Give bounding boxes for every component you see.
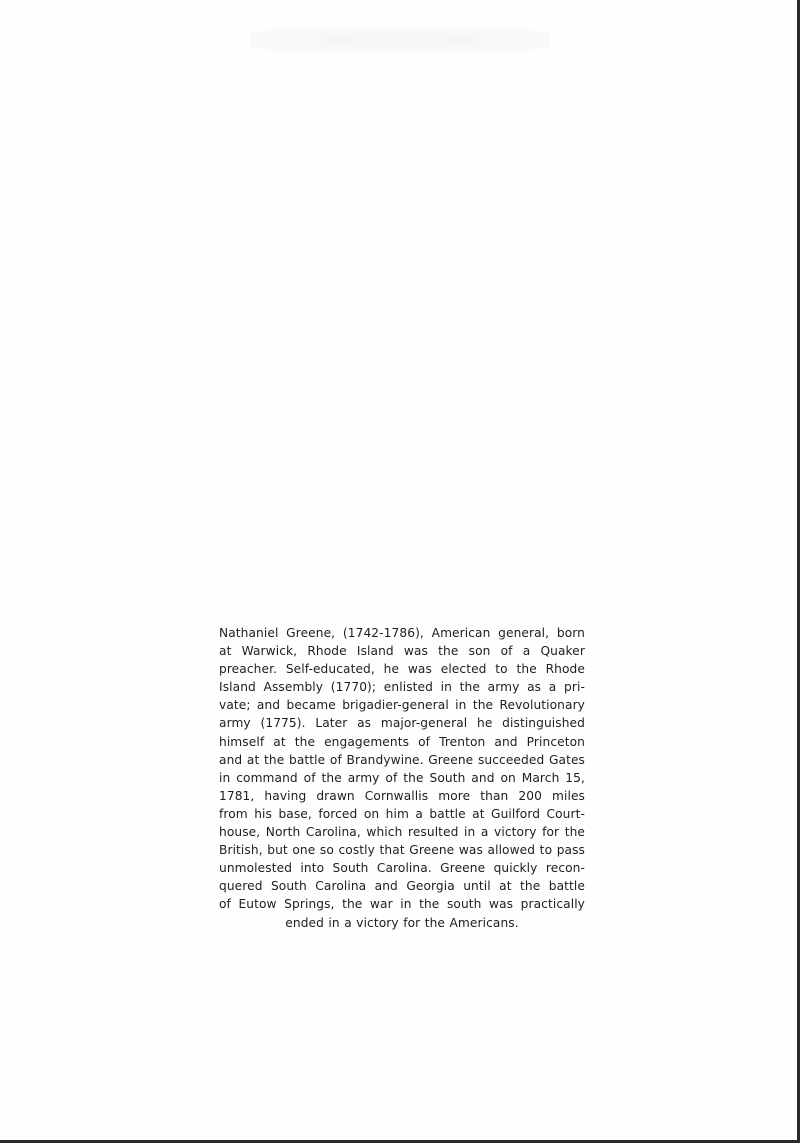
biography-line: British, but one so costly that Greene was allowed to pass: [219, 843, 585, 858]
biography-line: Nathaniel Greene, (1742-1786), American general, born: [219, 626, 585, 640]
biography-line: unmolested into South Carolina. Greene quickly recon-: [219, 861, 585, 876]
biography-line: 1781, having drawn Cornwallis more than 200 miles: [219, 788, 585, 803]
biography-line: himself at the engagements of Trenton and Princeton: [219, 734, 585, 749]
biography-line: of Eutow Springs, the war in the south was practically: [219, 897, 585, 912]
biography-line: vate; and became brigadier-general in the Revolutionary: [219, 698, 585, 713]
biography-line-final: ended in a victory for the Americans.: [285, 915, 519, 930]
biography-line: in command of the army of the South and on March 15,: [219, 770, 585, 785]
biography-line: army (1775). Later as major-general he distinguished: [219, 716, 585, 731]
biography-paragraph: [219, 624, 585, 932]
biography-line: Island Assembly (1770); enlisted in the army as a pri-: [219, 680, 585, 695]
biography-line: preacher. Self-educated, he was elected to the Rhode: [219, 662, 585, 677]
paper-show-through: [250, 20, 550, 60]
biography-line: from his base, forced on him a battle at Guilford Court-: [219, 806, 585, 821]
biography-line: at Warwick, Rhode Island was the son of a Quaker: [219, 644, 585, 659]
biography-line: house, North Carolina, which resulted in a victory for the: [219, 825, 585, 840]
biography-line: quered South Carolina and Georgia until at the battle: [219, 879, 585, 894]
biography-line: and at the battle of Brandywine. Greene succeeded Gates: [219, 752, 585, 767]
